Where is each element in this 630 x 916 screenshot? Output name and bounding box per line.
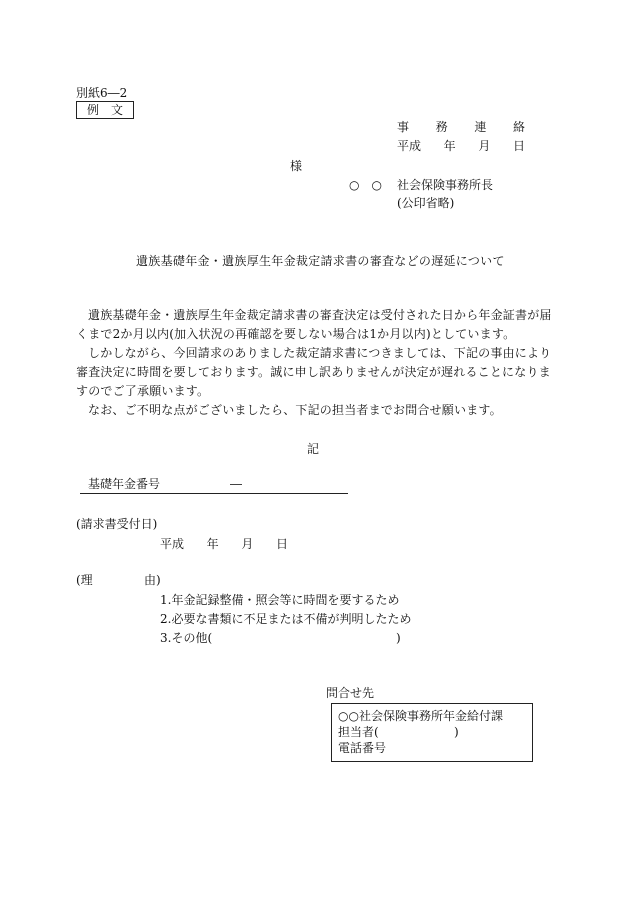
- title-char: 事: [397, 120, 410, 134]
- contact-box: [331, 703, 533, 762]
- contact-phone-label: 電話番号: [338, 741, 387, 755]
- body-text: [76, 306, 556, 420]
- contact-person-label: 担当者(: [338, 725, 379, 739]
- title-char: 務: [435, 120, 448, 134]
- date-month: 月: [478, 139, 491, 153]
- attachment-label: 別紙6―2: [76, 86, 128, 100]
- example-label: 例 文: [86, 103, 123, 117]
- title-char: 絡: [512, 120, 525, 134]
- receipt-day: 日: [275, 537, 288, 551]
- pension-number-separator: ―: [230, 477, 242, 491]
- subject-title: 遺族基礎年金・遺族厚生年金裁定請求書の審査などの遅延について: [136, 254, 505, 268]
- pension-number-field: [80, 477, 348, 494]
- body-paragraph: しかしながら、今回請求のありました裁定請求書につきましては、下記の事由により審査決定に時間を要しております。誠に申し訳ありませんが決定が遅れることになりますのでご了承願います。: [76, 346, 552, 398]
- title-char: 連: [474, 120, 487, 134]
- contact-office: ○○社会保険事務所年金給付課: [338, 709, 503, 723]
- note-heading: 記: [307, 442, 320, 456]
- body-paragraph: なお、ご不明な点がございましたら、下記の担当者までお問合せ願います。: [88, 403, 502, 417]
- pension-number-label: 基礎年金番号: [88, 477, 161, 491]
- receipt-era: 平成: [160, 537, 185, 551]
- example-box: [76, 101, 134, 119]
- reason-item-close: ): [396, 631, 401, 645]
- receipt-month: 月: [241, 537, 254, 551]
- receipt-year: 年: [206, 537, 219, 551]
- document-date: [397, 139, 525, 153]
- reason-label-open: (理: [76, 573, 93, 587]
- date-year: 年: [443, 139, 456, 153]
- sender-marks: ○ ○: [349, 178, 382, 192]
- receipt-date: [160, 537, 288, 551]
- seal-note: (公印省略): [397, 196, 455, 210]
- sender-title: 社会保険事務所長: [397, 178, 494, 192]
- body-paragraph: 遺族基礎年金・遺族厚生年金裁定請求書の審査決定は受付された日から年金証書が届くまで2か月以内(加入状況の再確認を要しない場合は1か月以内)としています。: [76, 308, 552, 341]
- reason-item: 3.その他(: [160, 631, 213, 645]
- addressee-suffix: 様: [290, 159, 303, 173]
- date-day: 日: [512, 139, 525, 153]
- reason-item: 1.年金記録整備・照会等に時間を要するため: [160, 593, 400, 607]
- contact-person-close: ): [454, 725, 459, 739]
- reason-label-close: 由): [144, 573, 161, 587]
- receipt-label: (請求書受付日): [76, 517, 158, 531]
- date-era: 平成: [397, 139, 422, 153]
- reason-item: 2.必要な書類に不足または不備が判明したため: [160, 612, 412, 626]
- contact-heading: 問合せ先: [326, 686, 375, 700]
- document-type-title: [397, 120, 525, 134]
